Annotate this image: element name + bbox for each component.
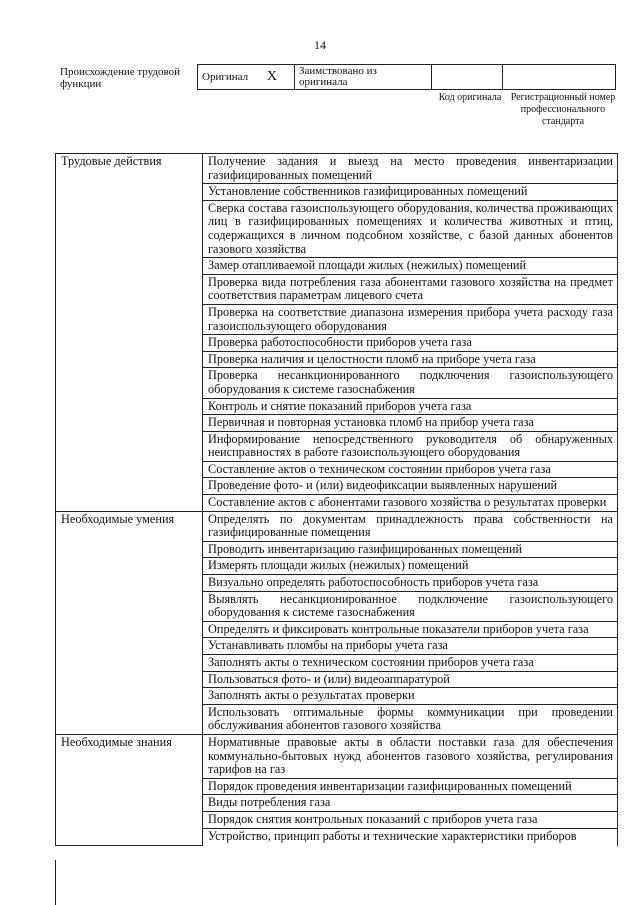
group-item: Составление актов о техническом состоянии приборов учета газа bbox=[203, 461, 618, 478]
origin-table bbox=[197, 64, 616, 90]
group-item: Получение задания и выезд на место проведения инвентаризации газифицированных помещений bbox=[203, 154, 618, 184]
group-item: Измерять площади жилых (нежилых) помещений bbox=[203, 558, 618, 575]
group-label: Необходимые знания bbox=[56, 734, 203, 845]
group-item: Порядок проведения инвентаризации газифицированных помещений bbox=[203, 778, 618, 795]
group-item: Замер отапливаемой площади жилых (нежилых) помещений bbox=[203, 258, 618, 275]
group-item: Визуально определять работоспособность приборов учета газа bbox=[203, 575, 618, 592]
group-item: Выявлять несанкционированное подключение газоиспользующего оборудования к системе газоснабжения bbox=[203, 591, 618, 621]
group-item: Заполнять акты о результатах проверки bbox=[203, 688, 618, 705]
group-item: Проводить инвентаризацию газифицированных помещений bbox=[203, 541, 618, 558]
code-cell bbox=[432, 65, 503, 90]
group-item: Проверка работоспособности приборов учета газа bbox=[203, 335, 618, 352]
group-item: Проведение фото- и (или) видеофиксации выявленных нарушений bbox=[203, 478, 618, 495]
group-item: Нормативные правовые акты в области поставки газа для обеспечения коммунально-бытовых нужд абонентов газового хозяйства, регулирования тарифов на газ bbox=[203, 734, 618, 778]
group-item: Проверка на соответствие диапазона измерения прибора учета расходу газа газоиспользующего оборудования bbox=[203, 304, 618, 334]
borrowed-cell bbox=[295, 65, 432, 90]
group-item: Виды потребления газа bbox=[203, 795, 618, 812]
group-item: Проверка вида потребления газа абонентами газового хозяйства на предмет соответствия параметрам лицевого счета bbox=[203, 274, 618, 304]
group-label: Трудовые действия bbox=[56, 154, 203, 512]
group-item: Устанавливать пломбы на приборы учета газа bbox=[203, 638, 618, 655]
group-item: Информирование непосредственного руководителя об обнаруженных неисправностях в работе газоиспользующего оборудования bbox=[203, 431, 618, 461]
group-item: Порядок снятия контрольных показаний с приборов учета газа bbox=[203, 811, 618, 828]
group-item: Установление собственников газифицированных помещений bbox=[203, 184, 618, 201]
table-row bbox=[56, 154, 618, 184]
labor-function-table bbox=[55, 153, 618, 846]
group-item: Пользоваться фото- и (или) видеоаппаратурой bbox=[203, 671, 618, 688]
original-mark: X bbox=[266, 69, 277, 84]
table-row bbox=[56, 734, 618, 778]
group-item: Контроль и снятие показаний приборов учета газа bbox=[203, 398, 618, 415]
group-item: Сверка состава газоиспользующего оборудования, количества проживающих лиц в газифицированных помещениях и количества животных и птиц, содержащихся в личном подсобном хозяйстве, с базой данных абонентов газового хозяйства bbox=[203, 200, 618, 257]
group-item: Определять по документам принадлежность права собственности на газифицированные помещения bbox=[203, 511, 618, 541]
group-item: Проверка несанкционированного подключения газоиспользующего оборудования к системе газоснабжения bbox=[203, 368, 618, 398]
group-label: Необходимые умения bbox=[56, 511, 203, 734]
borrowed-label: Заимствовано из оригинала bbox=[299, 65, 377, 88]
table-continuation-line bbox=[55, 860, 57, 905]
group-item: Проверка наличия и целостности пломб на приборе учета газа bbox=[203, 351, 618, 368]
group-item: Устройство, принцип работы и технические характеристики приборов bbox=[203, 828, 618, 846]
page-number: 14 bbox=[314, 38, 326, 52]
group-item: Составление актов с абонентами газового хозяйства о результатах проверки bbox=[203, 495, 618, 512]
reg-number-cell bbox=[503, 65, 616, 90]
reg-caption: Регистрационный номер профессионального стандарта bbox=[510, 92, 616, 127]
group-item: Первичная и повторная установка пломб на прибор учета газа bbox=[203, 415, 618, 432]
original-cell bbox=[198, 65, 295, 90]
group-item: Заполнять акты о техническом состоянии приборов учета газа bbox=[203, 655, 618, 672]
table-row bbox=[56, 511, 618, 541]
group-item: Определять и фиксировать контрольные показатели приборов учета газа bbox=[203, 621, 618, 638]
code-caption: Код оригинала bbox=[438, 92, 502, 103]
origin-label: Происхождение трудовой функции bbox=[60, 66, 181, 90]
group-item: Использовать оптимальные формы коммуникации при проведении обслуживания абонентов газового хозяйства bbox=[203, 704, 618, 734]
original-label: Оригинал bbox=[202, 71, 249, 83]
